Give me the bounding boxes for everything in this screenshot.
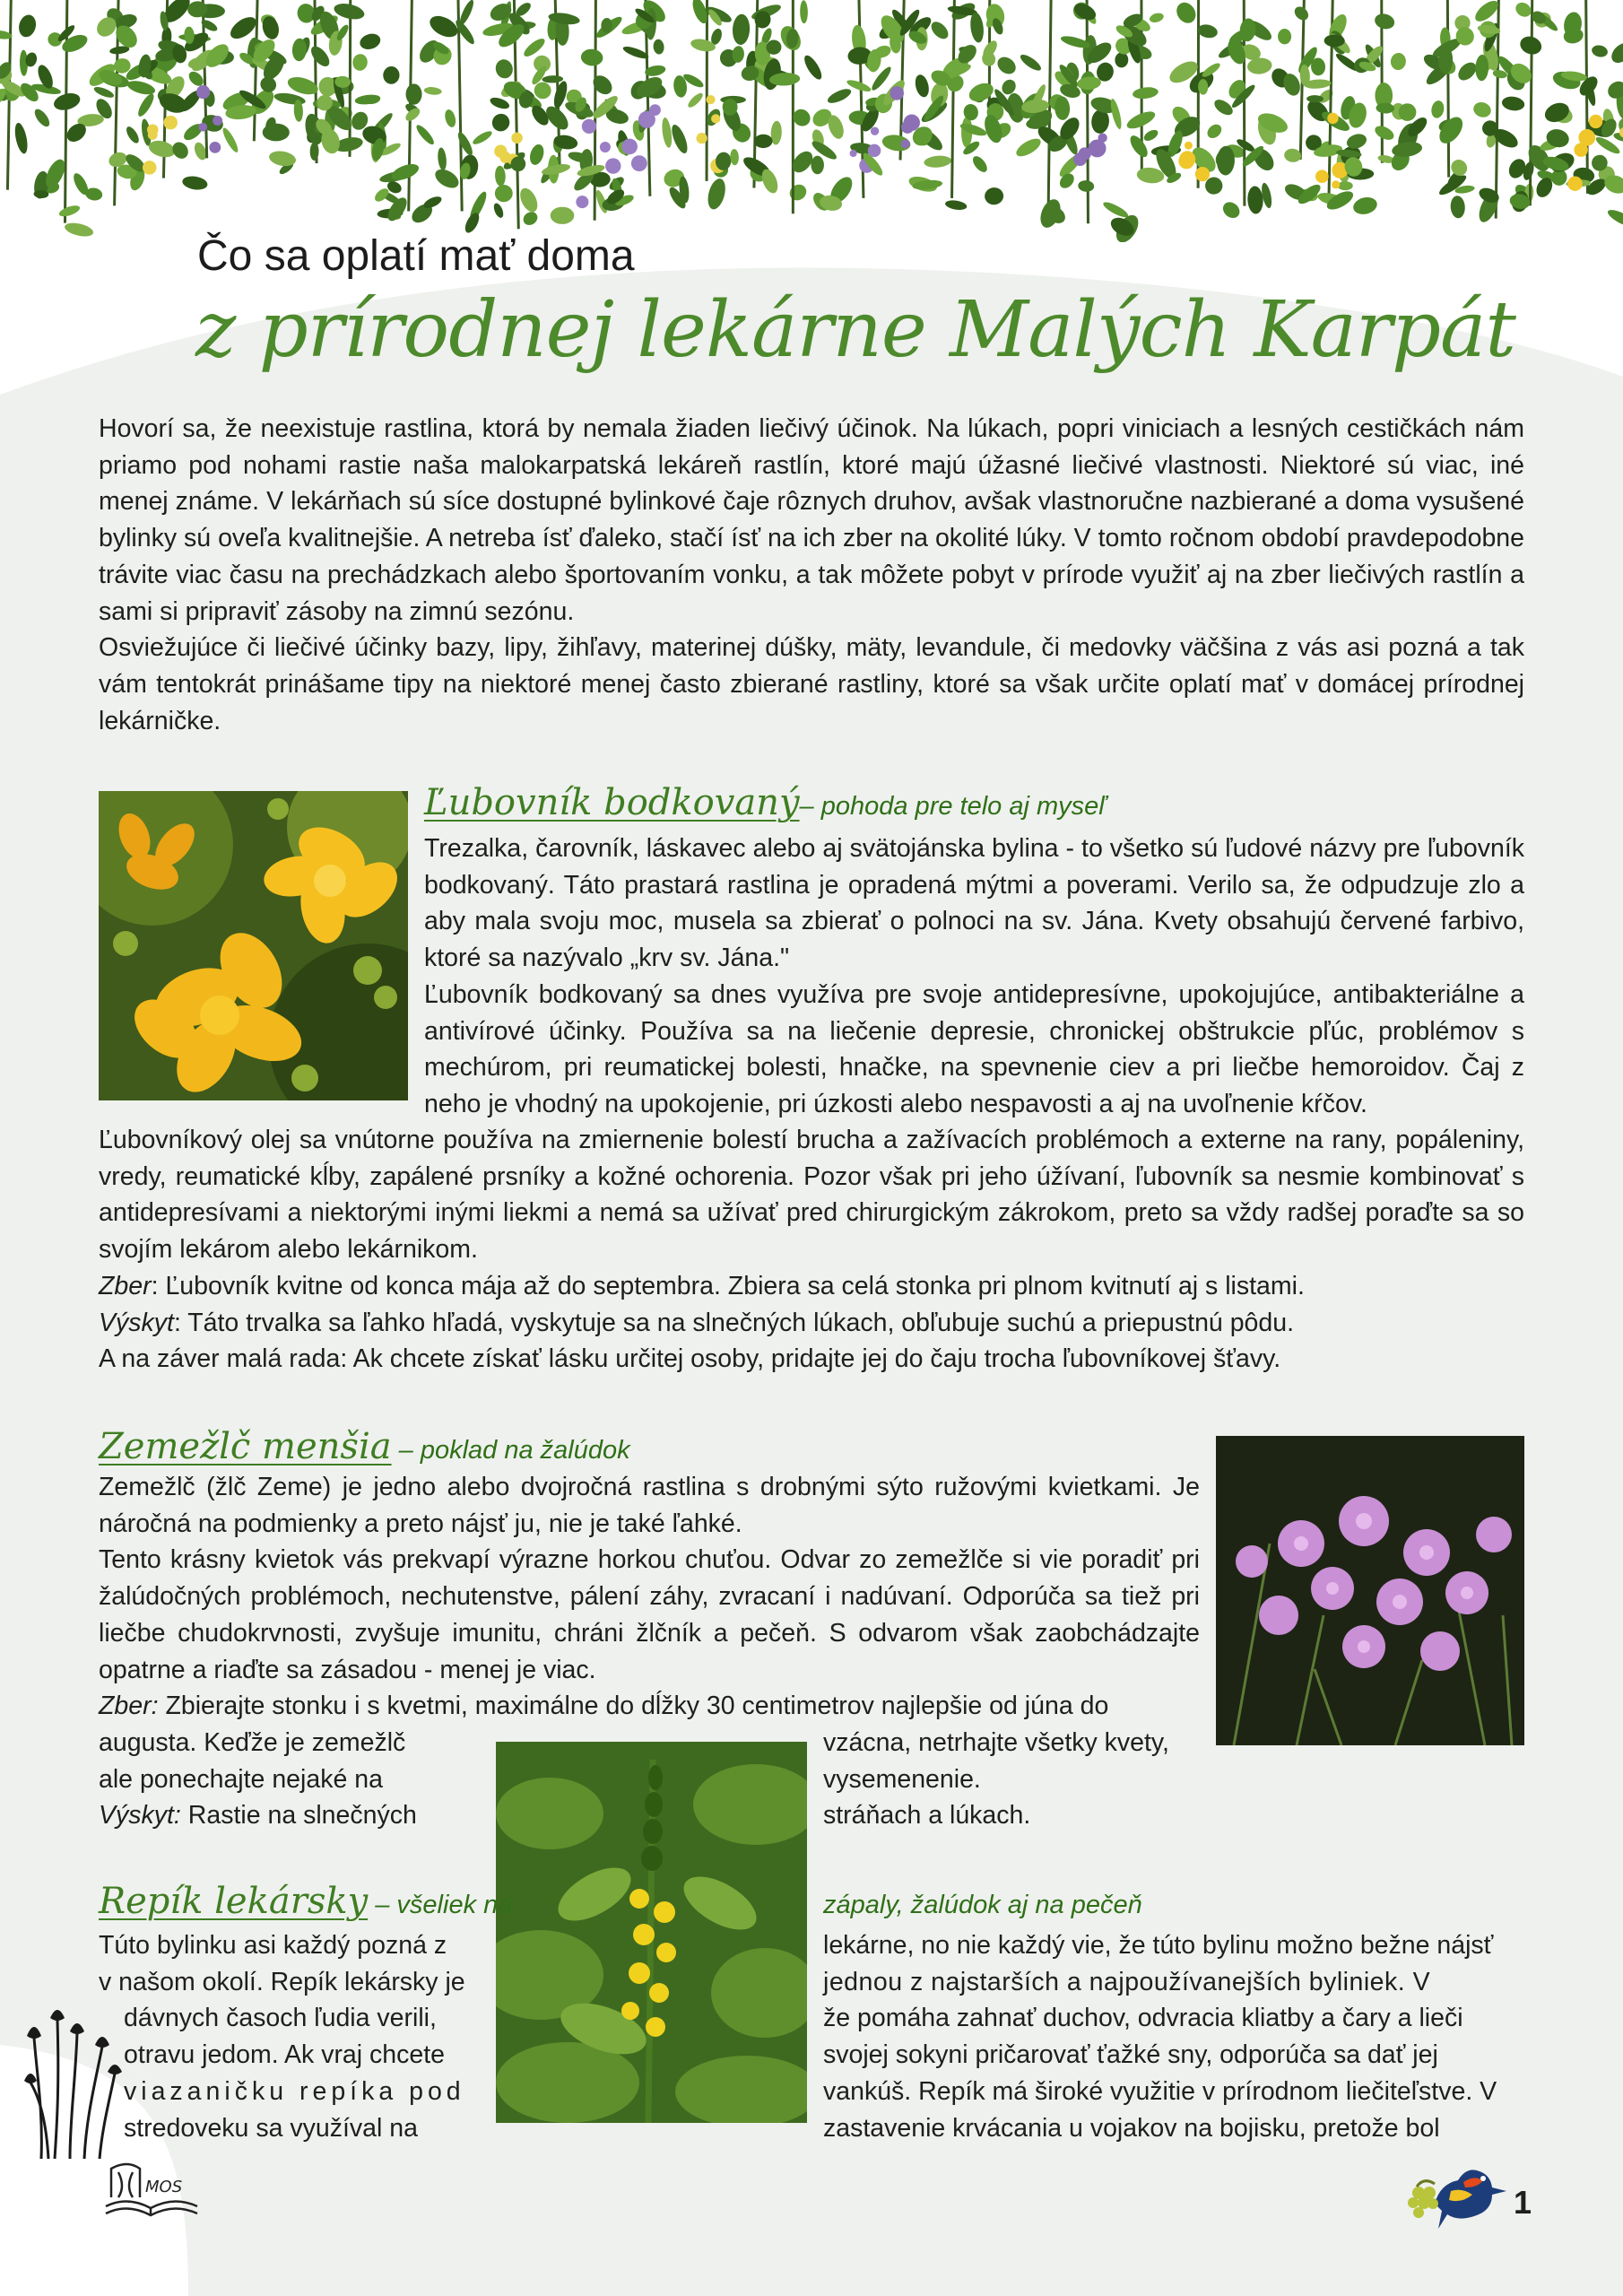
zemezlc-left-column	[99, 1725, 475, 1834]
text-line: vzácna, netrhajte všetky kvety,	[823, 1728, 1169, 1757]
zemezlc-vyskyt	[99, 1797, 475, 1834]
section-title-lubovnik	[424, 782, 1106, 823]
vyskyt-text: : Táto trvalka sa ľahko hľadá, vyskytuje sa na slnečných lúkach, obľubuje suchú a priepustnú pôdu.	[173, 1308, 1295, 1337]
text-line: jednou z najstarších a najpoužívanejších byliniek. V	[823, 1967, 1431, 1996]
section-title-repik	[99, 1881, 512, 1922]
section-subtitle: zápaly, žalúdok aj na pečeň	[823, 1891, 1142, 1919]
text-line: v našom okolí. Repík lekársky je	[99, 1967, 465, 1996]
decorative-flowers-icon	[23, 2002, 122, 2163]
bird-grapes-icon	[1408, 2148, 1515, 2233]
section-subtitle: – poklad na žalúdok	[391, 1436, 630, 1465]
lubovnik-paragraph-3: Ľubovníkový olej sa vnútorne používa na zmiernenie bolestí brucha a zažívacích problémoch a externe na rany, popáleniny, vredy, reumatické kĺby, zapálené prsníky a kožné ochorenia. Pozor však pri jeho úžívaní, ľubovník sa nesmie kombinovať s antidepresívami a niektorými inými liekmi a nemá sa užívať pred chirurgickým zákrokom, preto sa vždy radšej poraďte sa so svojím lekárom alebo lekárnikom.	[99, 1126, 1524, 1265]
lubovnik-tip: A na záver malá rada: Ak chcete získať lásku určitej osoby, pridajte jej do čaju trocha ľubovníkovej šťavy.	[99, 1344, 1281, 1374]
text-line: Túto bylinku asi každý pozná z	[99, 1931, 447, 1960]
text-line: vankúš. Repík má široké využitie v prírodnom liečiteľstve. V	[823, 2076, 1497, 2106]
text-line: stráňach a lúkach.	[823, 1801, 1031, 1831]
lubovnik-text-right	[424, 831, 1524, 1123]
page-title: z prírodnej lekárne Malých Karpát	[195, 285, 1515, 375]
section-heading: Zemežlč menšia	[99, 1426, 392, 1467]
page-number: 1	[1514, 2184, 1532, 2221]
vyskyt-text: Rastie na slnečných	[180, 1801, 417, 1831]
section-title-zemezlc	[99, 1426, 630, 1467]
text-line: dávnych časoch ľudia verili,	[124, 2004, 437, 2033]
lubovnik-text-full	[99, 1122, 1524, 1378]
text-line: viazaničku repíka pod	[124, 2076, 465, 2106]
section-heading: Repík lekársky	[99, 1881, 369, 1922]
lubovnik-vyskyt	[99, 1305, 1524, 1342]
text-line: stredoveku sa využíval na	[124, 2113, 418, 2143]
intro-paragraph-1: Hovorí sa, že neexistuje rastlina, ktorá by nemala žiaden liečivý účinok. Na lúkach, popri viniciach a lesných cestičkách nám priamo pod nohami rastie naša malokarpatská lekáreň rastlín, ktoré majú úžasné liečivé vlastnosti. Niektoré sú viac, iné menej známe. V lekárňach sú síce dostupné bylinkové čaje rôznych druhov, avšak vlastnoručne nazbierané a doma vysušené bylinky sú oveľa kvalitnejšie. A netreba ísť ďaleko, stačí ísť na ich zber na okolité lúky. V tomto ročnom období pravdepodobne trávite viac času na prechádzkach alebo športovaním vonku, a tak môžete pobyt v prírode využiť aj na zber liečivých rastlín a sami si pripraviť zásoby na zimnú sezónu.	[99, 414, 1524, 626]
zber-label: Zber	[99, 1271, 152, 1300]
text-line: zastavenie krvácania u vojakov na bojisku, pretože bol	[823, 2113, 1440, 2143]
section-subtitle-continued	[823, 1891, 1142, 1920]
repik-right-column	[823, 1927, 1524, 2146]
text-line: otravu jedom. Ak vraj chcete	[124, 2040, 446, 2070]
mos-logo	[100, 2152, 204, 2220]
zber-label: Zber:	[99, 1692, 159, 1721]
lubovnik-paragraph-2: Ľubovník bodkovaný sa dnes využíva pre svoje antidepresívne, upokojujúce, antibakteriálne a antivírové účinky. Používa sa na liečenie depresie, chronickej obštrukcie pľúc, problémov s mechúrom, pri reumatickej bolesti, hnačke, na spevnenie ciev a pri liečbe hemoroidov. Čaj z neho je vhodný na upokojenie, pri úzkosti alebo nespavosti a aj na uvoľnenie kŕčov.	[424, 979, 1524, 1118]
zemezlc-zber	[99, 1688, 1200, 1725]
st-johns-wort-photo	[99, 791, 408, 1100]
lubovnik-zber	[99, 1268, 1524, 1305]
text-line: že pomáha zahnať duchov, odvracia kliatby a čary a lieči	[823, 2004, 1463, 2033]
section-heading: Ľubovník bodkovaný	[424, 782, 800, 823]
zemezlc-text	[99, 1469, 1200, 1725]
zber-text: : Ľubovník kvitne od konca mája až do septembra. Zbiera sa celá stonka pri plnom kvitnutí aj s listami.	[151, 1271, 1305, 1300]
centaury-photo	[1216, 1436, 1524, 1745]
zemezlc-paragraph-1: Zemežlč (žlč Zeme) je jedno alebo dvojročná rastlina s drobnými sýto ružovými kvietkami. Je náročná na podmienky a preto nájsť ju, nie je také ľahké.	[99, 1473, 1200, 1538]
zemezlc-right-column	[823, 1725, 1200, 1834]
logo-text: MOS	[145, 2178, 183, 2196]
section-subtitle: – všeliek na	[368, 1891, 513, 1919]
zemezlc-paragraph-2: Tento krásny kvietok vás prekvapí výrazne horkou chuťou. Odvar zo zemežlče si vie poradiť pri žalúdočných problémoch, nechutenstve, pálení záhy, zvracaní i nadúvaní. Odporúča sa tiež pri liečbe chudokrvnosti, zvyšuje imunitu, chráni žlčník a pečeň. S odvarom však zaobchádzajte opatrne a riaďte sa zásadou - menej je viac.	[99, 1545, 1200, 1684]
intro-text	[99, 411, 1524, 739]
section-subtitle: – pohoda pre telo aj myseľ	[799, 792, 1107, 821]
text-line: vysemenenie.	[823, 1764, 981, 1794]
pre-title: Čo sa oplatí mať doma	[197, 232, 635, 280]
vyskyt-label: Výskyt:	[99, 1801, 181, 1831]
text-line: augusta. Keďže je zemežlč	[99, 1728, 406, 1757]
text-line: svojej sokyni pričarovať ťažké sny, odporúča sa dať jej	[823, 2040, 1438, 2070]
lubovnik-paragraph-1: Trezalka, čarovník, láskavec alebo aj svätojánska bylina - to všetko sú ľudové názvy pre ľubovník bodkovaný. Táto prastará rastlina je opradená mýtmi a poverami. Verilo sa, že odpudzuje zlo a aby mala svoju moc, musela sa zbierať o polnoci na sv. Jána. Kvety obsahujú červené farbivo, ktoré sa nazývalo „krv sv. Jána."	[424, 834, 1524, 973]
text-line: ale ponechajte nejaké na	[99, 1764, 383, 1794]
intro-paragraph-2: Osviežujúce či liečivé účinky bazy, lipy, žihľavy, materinej dúšky, mäty, levandule, či medovky väčšina z vás asi pozná a tak vám tentokrát prinášame tipy na niektoré menej často zbierané rastliny, ktoré sa však určite oplatí mať v domácej prírodnej lekárničke.	[99, 633, 1524, 735]
repik-left-column	[99, 1927, 481, 2146]
agrimony-photo	[496, 1742, 807, 2123]
text-line: lekárne, no nie každý vie, že túto bylinu možno bežne nájsť	[823, 1931, 1494, 1960]
vyskyt-label: Výskyt	[99, 1308, 174, 1337]
hanging-herbs-banner	[0, 0, 1623, 242]
zber-text: Zbierajte stonku i s kvetmi, maximálne do dĺžky 30 centimetrov najlepšie od júna do	[158, 1692, 1109, 1721]
